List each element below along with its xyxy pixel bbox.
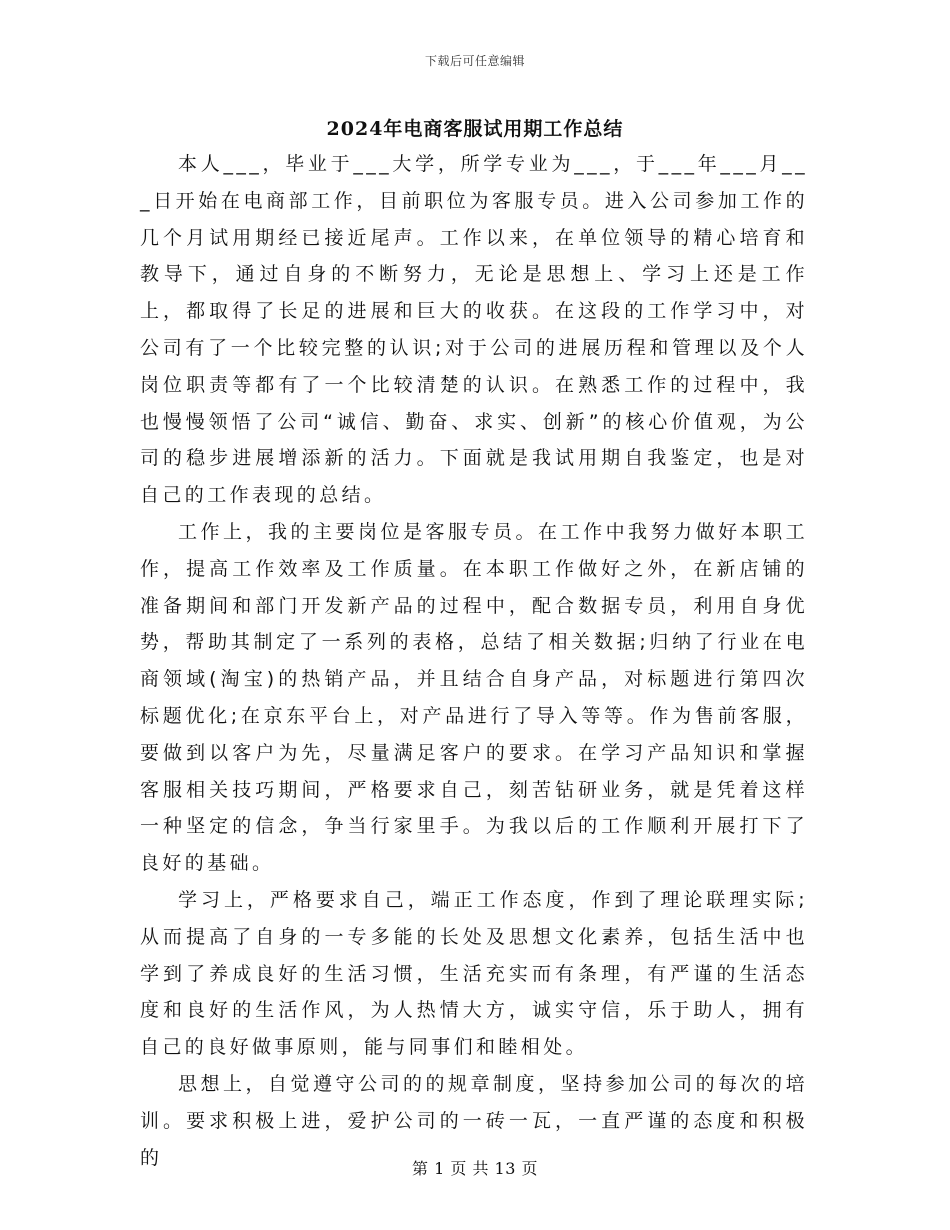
paragraph-thought: 思想上，自觉遵守公司的的规章制度，坚持参加公司的每次的培训。要求积极上进，爱护公司的一砖一瓦，一直严谨的态度和积极的 [140,1072,808,1169]
paragraph-work: 工作上，我的主要岗位是客服专员。在工作中我努力做好本职工作，提高工作效率及工作质量。在本职工作做好之外，在新店铺的准备期间和部门开发新产品的过程中，配合数据专员，利用自身优势，帮助其制定了一系列的表格，总结了相关数据;归纳了行业在电商领域(淘宝)的热销产品，并且结合自身产品，对标题进行第四次标题优化;在京东平台上，对产品进行了导入等等。作为售前客服，要做到以客户为先，尽量满足客户的要求。在学习产品知识和掌握客服相关技巧期间，严格要求自己，刻苦钻研业务，就是凭着这样一种坚定的信念，争当行家里手。为我以后的工作顺利开展打下了良好的基础。 [140,520,808,875]
paragraph-study: 学习上，严格要求自己，端正工作态度，作到了理论联理实际;从而提高了自身的一专多能的长处及思想文化素养，包括生活中也学到了养成良好的生活习惯，生活充实而有条理，有严谨的生活态度和良好的生活作风，为人热情大方，诚实守信，乐于助人，拥有自己的良好做事原则，能与同事们和睦相处。 [140,888,808,1059]
download-note: 下载后可任意编辑 [424,54,525,68]
paragraph-intro: 本人___，毕业于___大学，所学专业为___，于___年___月___日开始在电商部工作，目前职位为客服专员。进入公司参加工作的几个月试用期经已接近尾声。工作以来，在单位领导的精心培育和教导下，通过自身的不断努力，无论是思想上、学习上还是工作上，都取得了长足的进展和巨大的收获。在这段的工作学习中，对公司有了一个比较完整的认识;对于公司的进展历程和管理以及个人岗位职责等都有了一个比较清楚的认识。在熟悉工作的过程中，我也慢慢领悟了公司“诚信、勤奋、求实、创新”的核心价值观，为公司的稳步进展增添新的活力。下面就是我试用期自我鉴定，也是对自己的工作表现的总结。 [140,153,808,507]
document-body [140,146,808,1176]
document-title: 2024年电商客服试用期工作总结 [326,118,624,140]
page-number: 第 1 页 共 13 页 [412,1159,538,1178]
